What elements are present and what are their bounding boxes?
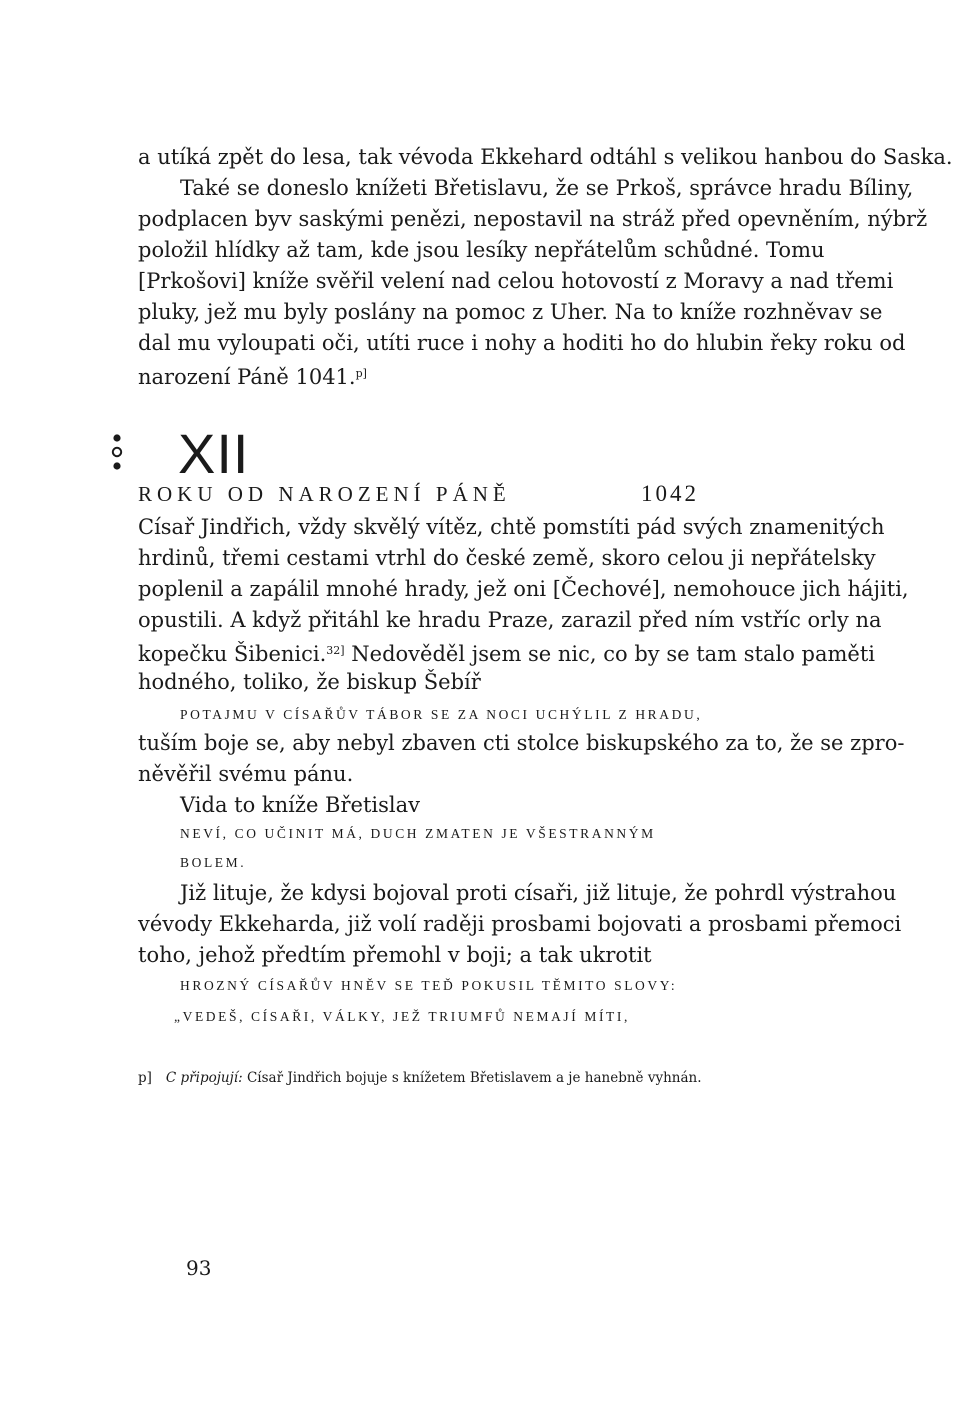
chapter-line-9: Vida to kníže Břetislav <box>180 793 420 817</box>
footnote-text: Císař Jindřich bojuje s knížetem Břetislavem a je hanebně vyhnán. <box>246 1070 702 1086</box>
chapter-line-3: poplenil a zapálil mnohé hrady, jež oni [Čechové], nemohouce jich hájiti, <box>138 577 909 601</box>
intro-last-text: narození Páně 1041. <box>138 365 356 389</box>
intro-line-3: podplacen byv saskými penězi, nepostavil na stráž před opevněním, nýbrž <box>138 207 928 231</box>
page-number: 93 <box>186 1256 212 1280</box>
chapter-line-5 <box>138 636 875 669</box>
intro-line-8 <box>138 359 367 392</box>
vertical-ornament-icon <box>110 432 124 472</box>
intro-line-7: dal mu vyloupati oči, utíti ruce i nohy a hoditi ho do hlubin řeky roku od <box>138 331 906 355</box>
footnote-mark: p] <box>138 1070 152 1086</box>
verse-line-4: HROZNÝ CÍSAŘŮV HNĚV SE TEĎ POKUSIL TĚMITO SLOVY: <box>180 978 678 993</box>
footnote <box>138 1068 702 1088</box>
chapter-line-6: hodného, toliko, že biskup Šebíř <box>138 670 481 694</box>
footnote-source: C připojují: <box>165 1070 243 1086</box>
intro-line-6: pluky, jež mu byly poslány na pomoc z Uher. Na to kníže rozhněvav se <box>138 300 883 324</box>
chapter-line-5-start: kopečku Šibenici. <box>138 642 327 666</box>
chapter-year: 1042 <box>641 481 699 506</box>
chapter-line-8: něvěřil svému pánu. <box>138 762 354 786</box>
chapter-line-11: vévody Ekkeharda, již volí raději prosbami bojovati a prosbami přemoci <box>138 912 902 936</box>
intro-line-2: Také se doneslo knížeti Břetislavu, že se Prkoš, správce hradu Bíliny, <box>180 176 914 200</box>
footnote-reference-32: 32] <box>326 644 345 657</box>
chapter-line-12: toho, jehož předtím přemohl v boji; a tak ukrotit <box>138 943 652 967</box>
verse-line-5: „VEDEŠ, CÍSAŘI, VÁLKY, JEŽ TRIUMFŮ NEMAJÍ MÍTI, <box>174 1009 630 1024</box>
chapter-number: XII <box>178 422 250 485</box>
chapter-line-2: hrdinů, třemi cestami vtrhl do české země, skoro celou ji nepřátelsky <box>138 546 876 570</box>
intro-line-4: položil hlídky až tam, kde jsou lesíky nepřátelům schůdné. Tomu <box>138 238 825 262</box>
chapter-title: ROKU OD NAROZENÍ PÁNĚ <box>138 482 511 506</box>
chapter-line-5-end: Nedověděl jsem se nic, co by se tam stalo paměti <box>351 642 875 666</box>
footnote-reference-p: p] <box>355 367 367 380</box>
verse-line-2: NEVÍ, CO UČINIT MÁ, DUCH ZMATEN JE VŠESTRANNÝM <box>180 826 656 841</box>
chapter-line-4: opustili. A když přitáhl ke hradu Praze, zarazil před ním vstříc orly na <box>138 608 882 632</box>
intro-line-5: [Prkošovi] kníže svěřil velení nad celou hotovostí z Moravy a nad třemi <box>138 269 894 293</box>
chapter-line-10: Již lituje, že kdysi bojoval proti císaři, již lituje, že pohrdl výstrahou <box>180 881 897 905</box>
chapter-line-7: tuším boje se, aby nebyl zbaven cti stolce biskupského za to, že se zpro- <box>138 731 905 755</box>
verse-line-1: POTAJMU V CÍSAŘŮV TÁBOR SE ZA NOCI UCHÝLIL Z HRADU, <box>180 707 703 722</box>
verse-line-3: BOLEM. <box>180 855 247 870</box>
chapter-line-1: Císař Jindřich, vždy skvělý vítěz, chtě pomstíti pád svých znamenitých <box>138 515 885 539</box>
intro-line-1: a utíká zpět do lesa, tak vévoda Ekkehard odtáhl s velikou hanbou do Saska. <box>138 145 953 169</box>
